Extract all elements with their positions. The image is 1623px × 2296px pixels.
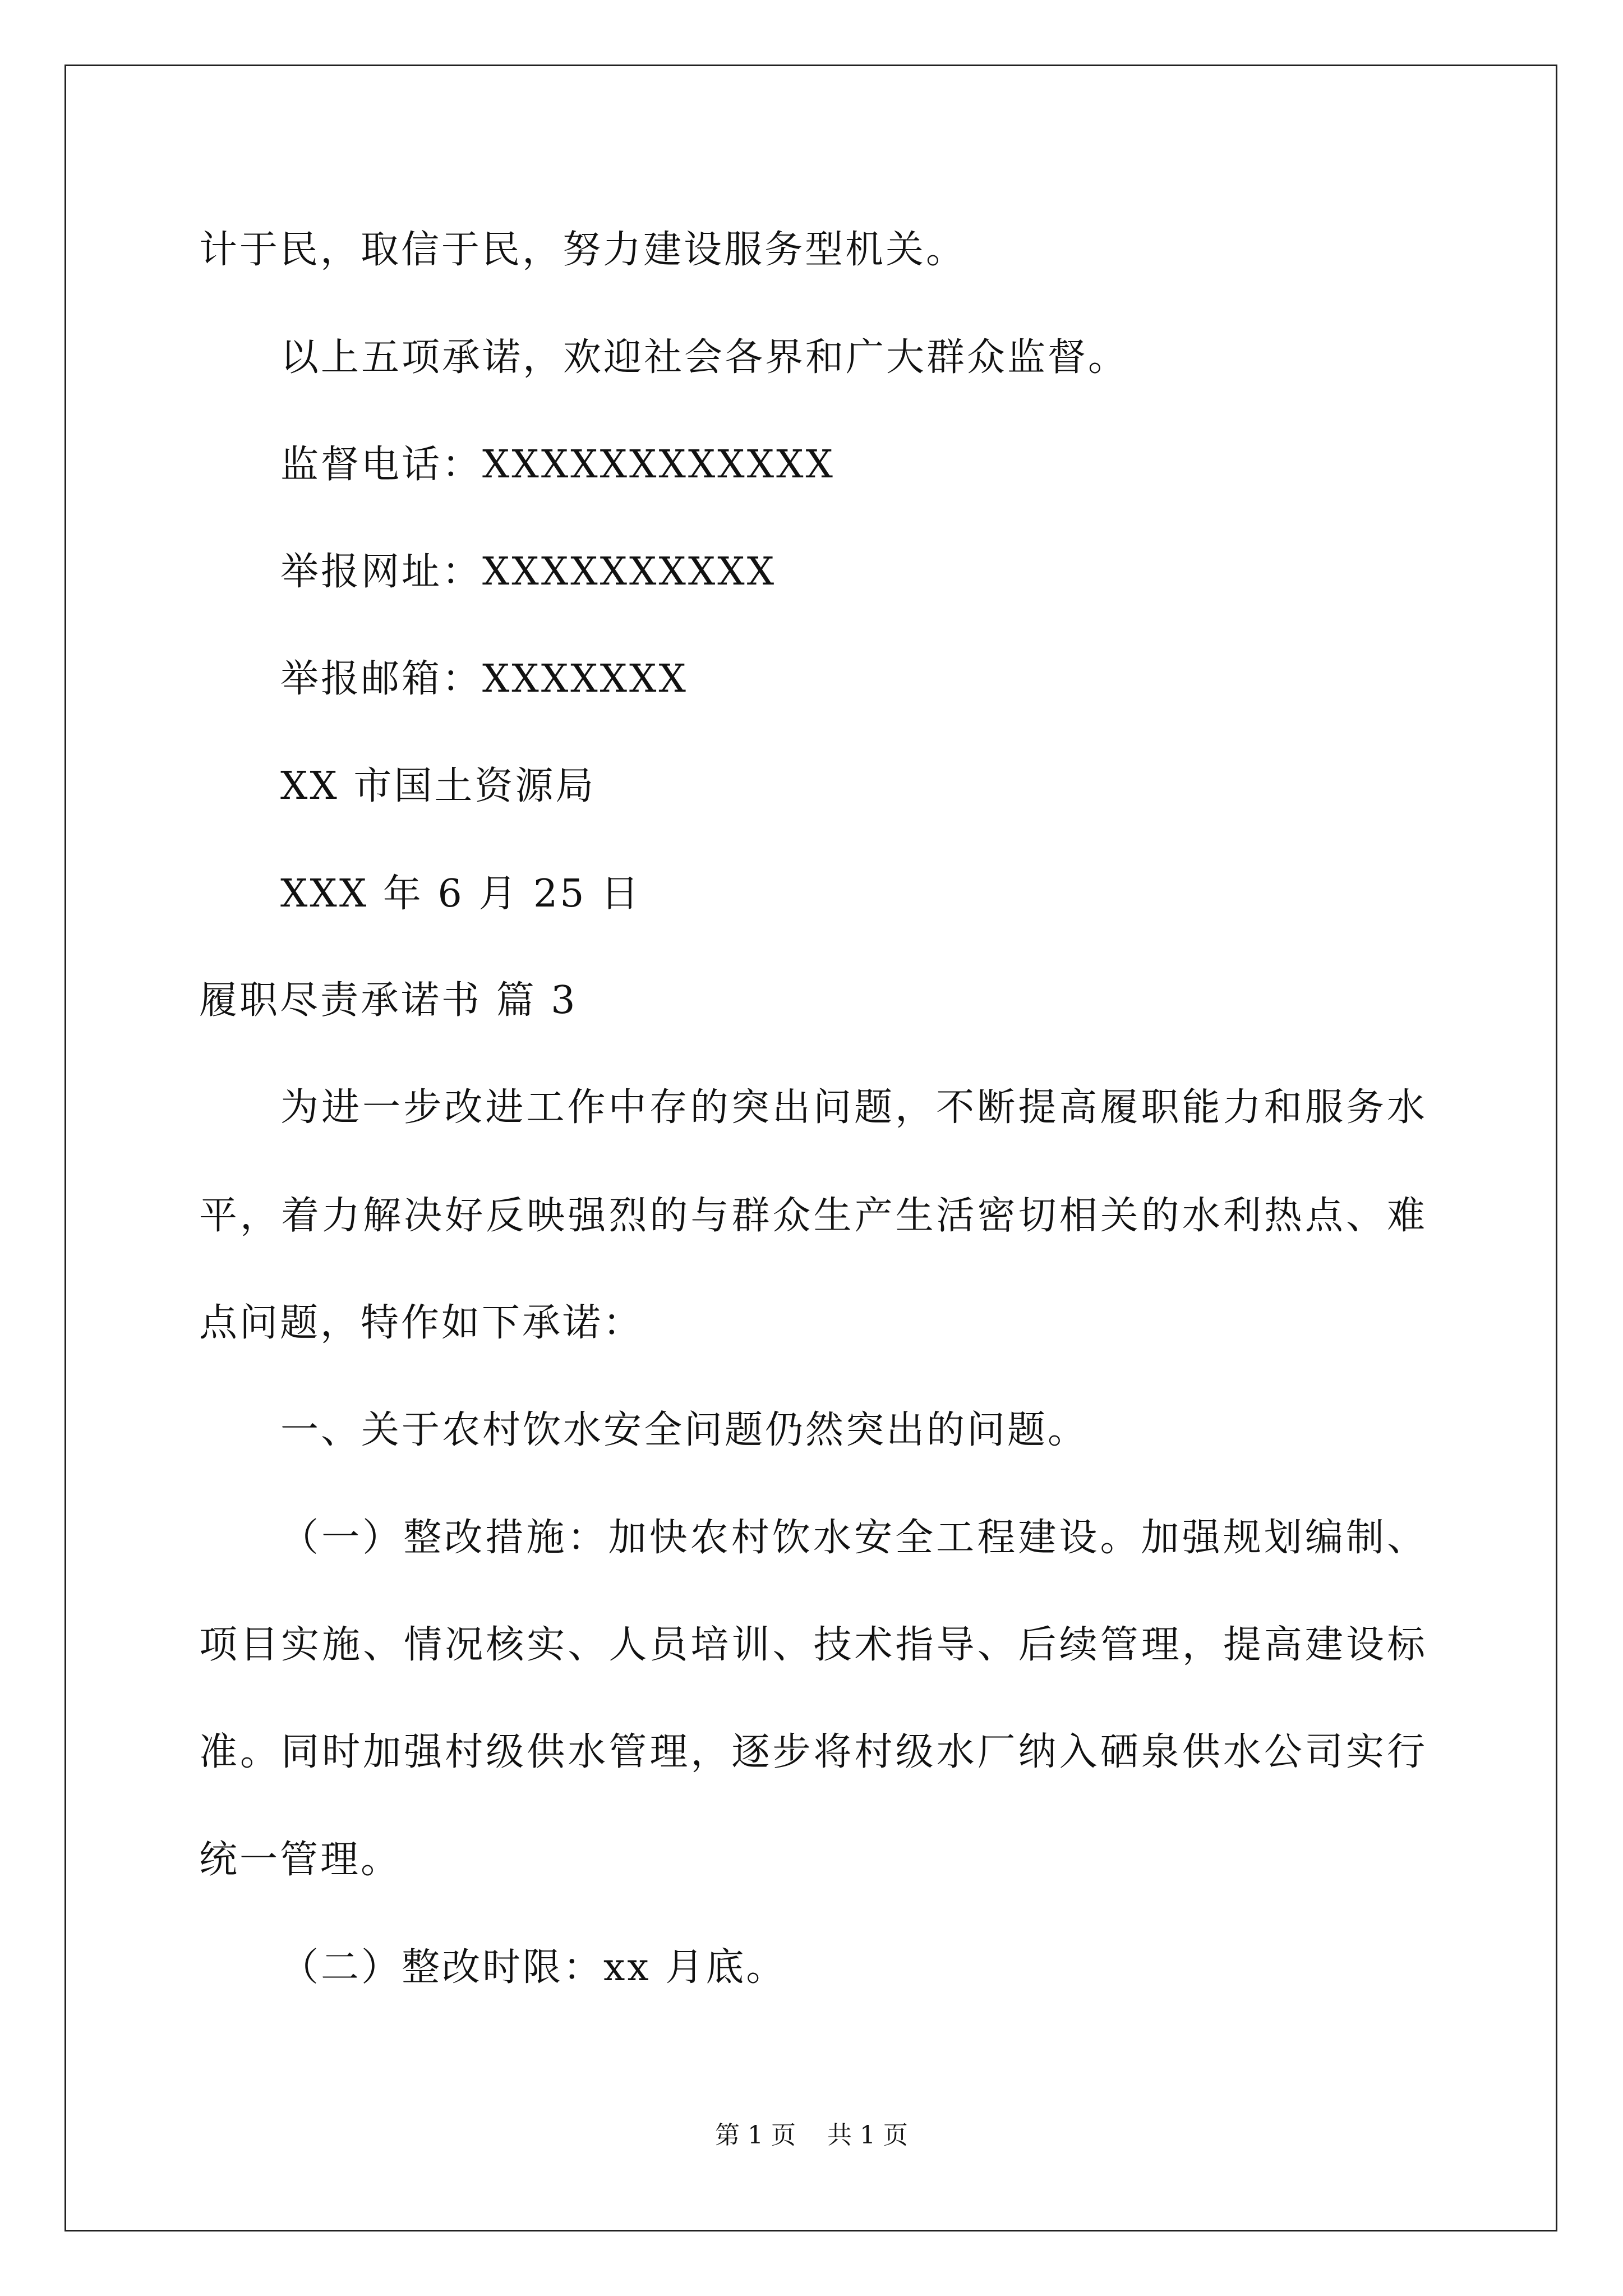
paragraph-line: （二）整改时限：xx 月底。 xyxy=(280,1945,787,1990)
report-mailbox: 举报邮箱：XXXXXXX xyxy=(280,657,688,701)
paragraph-line: 统一管理。 xyxy=(199,1838,402,1882)
section-heading: 履职尽责承诺书 篇 3 xyxy=(199,978,578,1023)
supervision-phone: 监督电话：XXXXXXXXXXXX xyxy=(280,443,835,487)
paragraph-line: 点问题，特作如下承诺： xyxy=(199,1301,644,1345)
issue-date: XXX 年 6 月 25 日 xyxy=(280,872,642,916)
report-website: 举报网址：XXXXXXXXXX xyxy=(280,550,777,594)
page-number-footer: 第 1 页 共 1 页 xyxy=(715,2121,908,2150)
paragraph-line: （一）整改措施：加快农村饮水安全工程建设。加强规划编制、 xyxy=(280,1516,1427,1560)
page-border xyxy=(64,65,1557,2231)
paragraph-line: 项目实施、情况核实、人员培训、技术指导、后续管理，提高建设标 xyxy=(199,1623,1427,1667)
paragraph-line: 准。同时加强村级供水管理，逐步将村级水厂纳入硒泉供水公司实行 xyxy=(199,1730,1427,1774)
paragraph-line: 平，着力解决好反映强烈的与群众生产生活密切相关的水利热点、难 xyxy=(199,1194,1427,1238)
paragraph-line: 以上五项承诺，欢迎社会各界和广大群众监督。 xyxy=(280,335,1129,380)
paragraph-line: 一、关于农村饮水安全问题仍然突出的问题。 xyxy=(280,1408,1089,1452)
paragraph-line: 计于民，取信于民，努力建设服务型机关。 xyxy=(199,228,967,272)
paragraph-line: 为进一步改进工作中存的突出问题，不断提高履职能力和服务水 xyxy=(280,1085,1427,1130)
issuing-organization: XX 市国土资源局 xyxy=(280,764,596,808)
